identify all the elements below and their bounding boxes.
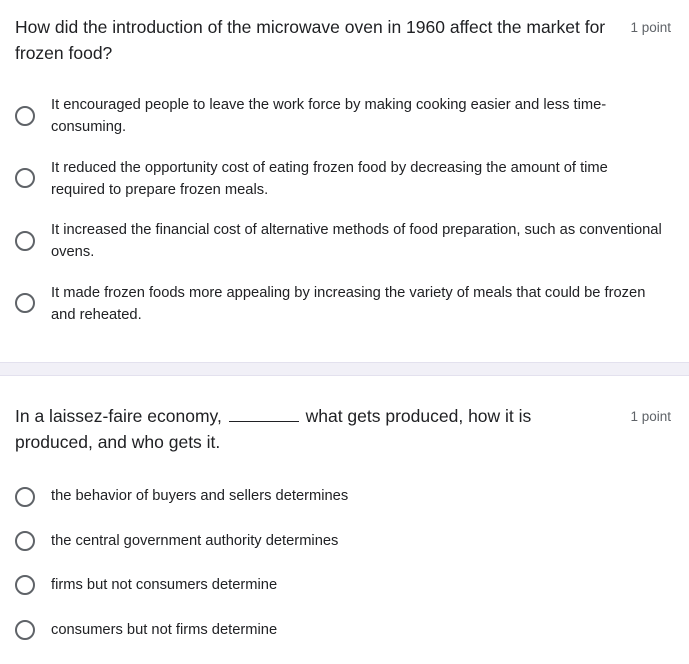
q2-option-1-label: the behavior of buyers and sellers determines [51, 488, 349, 504]
radio-button-icon[interactable] [15, 620, 35, 640]
question-2-points: 1 point [630, 409, 671, 424]
q2-option-1[interactable] [0, 485, 689, 509]
q2-option-2-label: the central government authority determines [51, 533, 339, 549]
q2-option-3[interactable] [0, 574, 689, 598]
radio-button-icon[interactable] [15, 231, 35, 251]
q1-option-1[interactable] [0, 94, 689, 138]
q2-option-4[interactable] [0, 619, 689, 643]
q1-option-1-label: It encouraged people to leave the work force by making cooking easier and less time-consuming. [51, 97, 607, 135]
q1-option-4[interactable] [0, 282, 689, 326]
question-1-points: 1 point [630, 20, 671, 35]
q1-option-3[interactable] [0, 219, 689, 263]
radio-button-icon[interactable] [15, 487, 35, 507]
question-1-title: How did the introduction of the microwave oven in 1960 affect the market for frozen food? [15, 17, 606, 63]
q1-option-4-label: It made frozen foods more appealing by increasing the variety of meals that could be frozen and reheated. [51, 285, 646, 323]
section-divider [0, 362, 689, 376]
q1-option-2[interactable] [0, 157, 689, 201]
radio-button-icon[interactable] [15, 531, 35, 551]
radio-button-icon[interactable] [15, 106, 35, 126]
q2-option-3-label: firms but not consumers determine [51, 577, 278, 593]
radio-button-icon[interactable] [15, 168, 35, 188]
q1-option-2-label: It reduced the opportunity cost of eating frozen food by decreasing the amount of time required to prepare frozen meals. [51, 160, 608, 198]
q1-option-3-label: It increased the financial cost of alternative methods of food preparation, such as conventional ovens. [51, 222, 662, 260]
q2-option-4-label: consumers but not firms determine [51, 622, 278, 638]
question-2-text-after: what gets produced, how it is produced, and who gets it. [15, 406, 532, 452]
q2-option-2[interactable] [0, 530, 689, 554]
fill-in-blank [229, 407, 299, 422]
question-2-text-before: In a laissez-faire economy, [15, 406, 222, 426]
question-2-title [15, 403, 575, 455]
radio-button-icon[interactable] [15, 293, 35, 313]
radio-button-icon[interactable] [15, 575, 35, 595]
